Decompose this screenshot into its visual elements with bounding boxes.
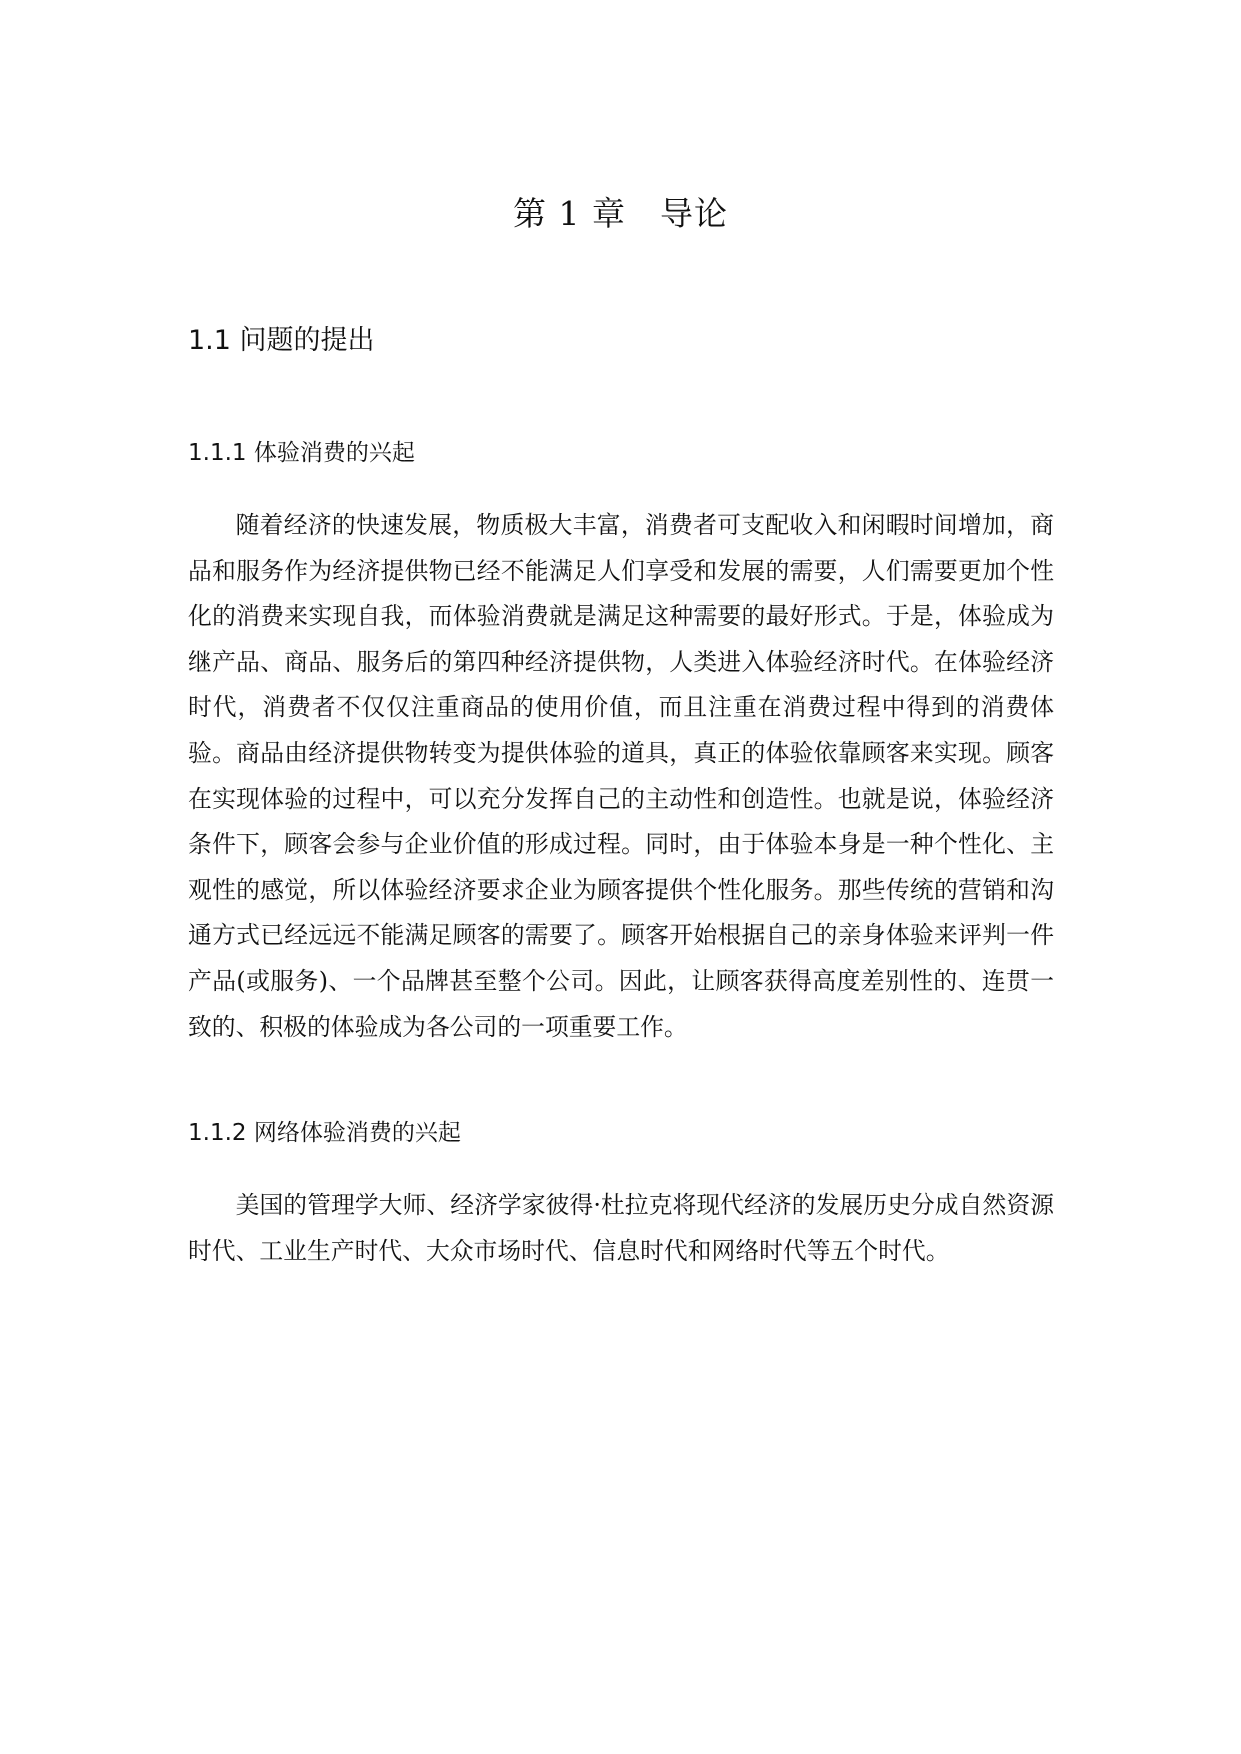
body-paragraph: 随着经济的快速发展，物质极大丰富，消费者可支配收入和闲暇时间增加，商品和服务作为经济提供物已经不能满足人们享受和发展的需要，人们需要更加个性化的消费来实现自我，而体验消费就是满足这种需要的最好形式。于是，体验成为继产品、商品、服务后的第四种经济提供物，人类进入体验经济时代。在体验经济时代，消费者不仅仅注重商品的使用价值，而且注重在消费过程中得到的消费体验。商品由经济提供物转变为提供体验的道具，真正的体验依靠顾客来实现。顾客在实现体验的过程中，可以充分发挥自己的主动性和创造性。也就是说，体验经济条件下，顾客会参与企业价值的形成过程。同时，由于体验本身是一种个性化、主观性的感觉，所以体验经济要求企业为顾客提供个性化服务。那些传统的营销和沟通方式已经远远不能满足顾客的需要了。顾客开始根据自己的亲身体验来评判一件产品(或服务)、一个品牌甚至整个公司。因此，让顾客获得高度差别性的、连贯一致的、积极的体验成为各公司的一项重要工作。 (188, 511, 1054, 1041)
subsection-heading: 1.1.1 体验消费的兴起 (188, 440, 415, 466)
body-paragraph: 美国的管理学大师、经济学家彼得·杜拉克将现代经济的发展历史分成自然资源时代、工业生产时代、大众市场时代、信息时代和网络时代等五个时代。 (188, 1191, 1054, 1265)
subsection-heading: 1.1.2 网络体验消费的兴起 (188, 1120, 461, 1146)
chapter-title: 第 1 章 导论 (513, 194, 728, 233)
section-heading: 1.1 问题的提出 (188, 325, 375, 356)
